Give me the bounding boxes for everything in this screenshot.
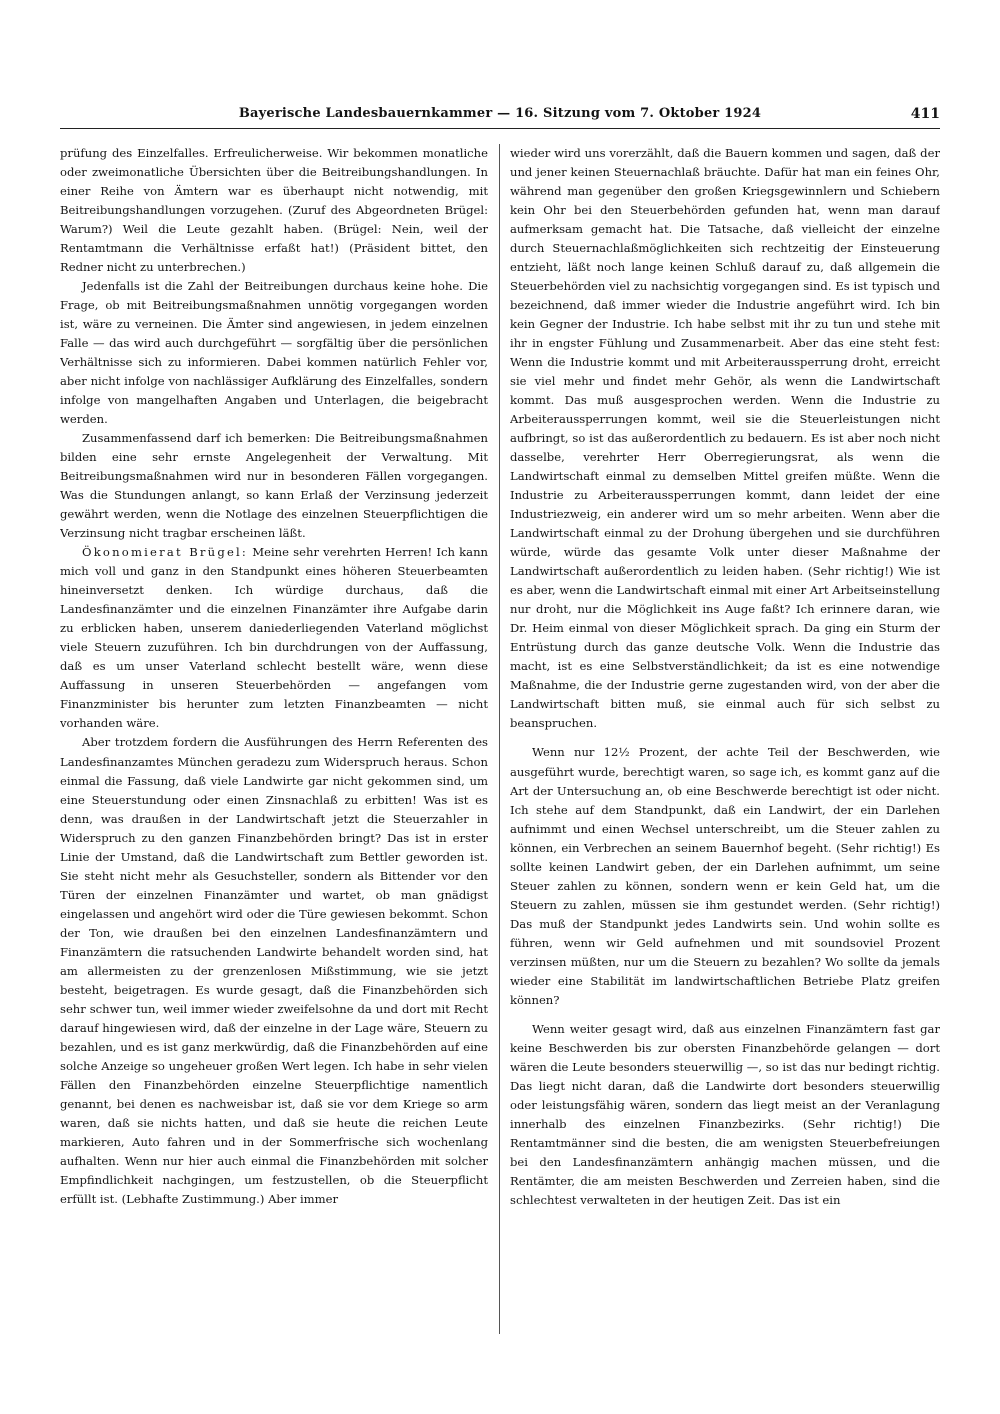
paragraph: wieder wird uns vorerzählt, daß die Bauern kommen und sagen, daß der und jener keinen Steuernachlaß bräuchte. Dafür hat man ein feines Ohr, während man gegenüber den großen Kriegsgewinnlern und Schiebern kein Ohr bei den Steuerbehörden gefunden hat, wenn man darauf aufmerksam gemacht hat. Die Tatsache, daß vielleicht der einzelne durch Steuernachlaßmöglichkeiten sich rechtzeitig der Einsteuerung entzieht, läßt noch lange keinen Schluß darauf zu, daß allgemein die Steuerbehörden viel zu nachsichtig vorgegangen sind. Es ist typisch und bezeichnend, daß immer wieder die Industrie angeführt wird. Ich bin kein Gegner der Industrie. Ich habe selbst mit ihr zu tun und stehe mit ihr in engster Fühlung und Zusammenarbeit. Aber das eine steht fest: Wenn die Industrie kommt und mit Arbeiteraussperrung droht, erreicht sie viel mehr und findet mehr Gehör, als wenn die Landwirtschaft kommt. Das muß ausgesprochen werden. Wenn die Industrie zu Arbeiteraussperrungen kommt, weil sie die Steuerleistungen nicht aufbringt, so ist das außerordentlich zu bedauern. Es ist aber noch nicht dasselbe, verehrter Herr Oberregierungsrat, als wenn die Landwirtschaft einmal zu demselben Mittel greifen müßte. Wenn die Industrie zu Arbeiteraussperrungen kommt, dann leidet der eine Industriezweig, ein anderer wird um so mehr arbeiten. Wenn aber die Landwirtschaft einmal zu der Drohung übergehen und sie durchführen würde, würde das gesamte Volk unter dieser Maßnahme der Landwirtschaft außerordentlich zu leiden haben. (Sehr richtig!) Wie ist es aber, wenn die Landwirtschaft einmal mit einer Art Arbeitseinstellung nur droht, nur die Möglichkeit ins Auge faßt? Ich erinnere daran, wie Dr. Heim einmal von dieser Möglichkeit sprach. Da ging ein Sturm der Entrüstung durch das ganze deutsche Volk. Wenn die Industrie das macht, ist es eine Selbstverständlichkeit; da ist es eine notwendige Maßnahme, die der Industrie gerne zugestanden wird, von der aber die Landwirtschaft bitten muß, sie einmal auch für sich selbst zu beanspruchen. bbox=[510, 146, 940, 731]
paragraph: Wenn weiter gesagt wird, daß aus einzelnen Finanzämtern fast gar keine Beschwerden bis zur obersten Finanzbehörde gelangen — dort wären die Leute besonders steuerwillig —, so ist das nur bedingt richtig. Das liegt nicht daran, daß die Landwirte dort besonders steuerwillig oder leistungsfähig wären, sondern das liegt meist an der Veranlagung innerhalb des einzelnen Finanzbezirks. (Sehr richtig!) Die Rentamtmänner sind die besten, die am wenigsten Steuerbefreiungen bei den Landesfinanzämtern anhängig machen müssen, und die Rentämter, die am meisten Beschwerden und Zerreien haben, sind die schlechtest verwalteten in der heutigen Zeit. Das ist ein bbox=[510, 1021, 940, 1207]
paragraph: Aber trotzdem fordern die Ausführungen des Herrn Referenten des Landesfinanzamtes München geradezu zum Widerspruch heraus. Schon einmal die Fassung, daß viele Landwirte gar nicht gekommen sind, um eine Steuerstundung oder einen Zinsnachlaß zu erbitten! Was ist es denn, was draußen in der Landwirtschaft jetzt die Steuerzahler in Widerspruch zu den ganzen Finanzbehörden bringt? Das ist in erster Linie der Umstand, daß die Landwirtschaft zum Bettler geworden ist. Sie steht nicht mehr als Gesuchsteller, sondern als Bittender vor den Türen der einzelnen Finanzämter und wartet, ob man gnädigst eingelassen und angehört wird oder die Türe gewiesen bekommt. Schon der Ton, wie draußen bei den einzelnen Landesfinanzämtern und Finanzämtern die ratsuchenden Landwirte behandelt worden sind, hat am allermeisten zu der grenzenlosen Mißstimmung, wie sie jetzt besteht, beigetragen. Es wurde gesagt, daß die Finanzbehörden sich sehr schwer tun, weil immer wieder zweifelsohne da und dort mit Recht darauf hingewiesen wird, daß der einzelne in der Lage wäre, Steuern zu bezahlen, und es ist ganz merkwürdig, daß die Finanzbehörden auf eine solche Anzeige so ungeheuer großen Wert legen. Ich habe in sehr vielen Fällen den Finanzbehörden einzelne Steuerpflichtige namentlich genannt, bei denen es nachweisbar ist, daß sie vor dem Kriege so arm waren, daß sie nichts hatten, und daß sie heute die reichen Leute markieren, Auto fahren und in der Sommerfrische sich wochenlang aufhalten. Wenn nur hier auch einmal die Finanzbehörden mit solcher Empfindlichkeit nachgingen, um festzustellen, ob die Steuerpflicht erfüllt ist. (Lebhafte Zustimmung.) Aber immer bbox=[60, 735, 488, 1206]
left-column bbox=[60, 144, 488, 1334]
speaker-paragraph bbox=[60, 543, 488, 733]
right-column bbox=[510, 144, 940, 1334]
paragraph: Wenn nur 12½ Prozent, der achte Teil der Beschwerden, wie ausgeführt wurde, berechtigt waren, so sage ich, es kommt ganz auf die Art der Untersuchung an, ob eine Beschwerde berechtigt ist oder nicht. Ich stehe auf dem Standpunkt, daß ein Landwirt, der ein Darlehen aufnimmt und einen Wechsel unterschreibt, um die Steuer zahlen zu können, ein Verbrechen an seinem Bauernhof begeht. (Sehr richtig!) Es sollte keinen Landwirt geben, der ein Darlehen aufnimmt, um seine Steuer zahlen zu können, sondern wenn er kein Geld hat, um die Steuern zu zahlen, müssen sie ihm gestundet werden. (Sehr richtig!) Das muß der Standpunkt jedes Landwirts sein. Und wohin sollte es führen, wenn wir Geld aufnehmen und mit soundsoviel Prozent verzinsen müßten, nur um die Steuern zu bezahlen? Wo sollte da jemals wieder eine Stabilität im landwirtschaftlichen Betriebe Platz greifen können? bbox=[510, 745, 940, 1007]
running-header bbox=[60, 104, 940, 129]
paragraph: Zusammenfassend darf ich bemerken: Die Beitreibungsmaßnahmen bilden eine sehr ernste Angelegenheit der Verwaltung. Mit Beitreibungsmaßnahmen wird nur in besonderen Fällen vorgegangen. Was die Stundungen anlangt, so kann Erlaß der Verzinsung jederzeit gewährt werden, wenn die Notlage des einzelnen Steuerpflichtigen die Verzinsung nicht tragbar erscheinen läßt. bbox=[60, 431, 488, 541]
page-number: 411 bbox=[910, 106, 940, 122]
paragraph: Jedenfalls ist die Zahl der Beitreibungen durchaus keine hohe. Die Frage, ob mit Beitreibungsmaßnahmen unnötig vorgegangen worden ist, wäre zu verneinen. Die Ämter sind angewiesen, in jedem einzelnen Falle — das wird auch durchgeführt — sorgfältig über die persönlichen Verhältnisse sich zu informieren. Dabei kommen natürlich Fehler vor, aber nicht infolge von nachlässiger Aufklärung des Einzelfalles, sondern infolge von mangelhaften Angaben und Unterlagen, die beigebracht werden. bbox=[60, 279, 488, 427]
column-divider bbox=[499, 144, 500, 1334]
paragraph: prüfung des Einzelfalles. Erfreulicherweise. Wir bekommen monatliche oder zweimonatliche Übersichten über die Beitreibungshandlungen. In einer Reihe von Ämtern war es überhaupt nicht notwendig, mit Beitreibungshandlungen vorzugehen. (Zuruf des Abgeordneten Brügel: Warum?) Weil die Leute gezahlt haben. (Brügel: Nein, weil der Rentamtmann die Verhältnisse erfaßt hat!) (Präsident bittet, den Redner nicht zu unterbrechen.) bbox=[60, 146, 488, 275]
speaker-name: Ökonomierat Brügel: bbox=[82, 545, 249, 560]
speaker-text: Meine sehr verehrten Herren! Ich kann mich voll und ganz in den Standpunkt eines höheren Steuerbeamten hineinversetzt denken. Ich würdige durchaus, daß die Landesfinanzämter und die einzelnen Finanzämter ihre Aufgabe darin zu erblicken haben, unserem daniederliegenden Vaterland möglichst viele Steuern zuzuführen. Ich bin durchdrungen von der Auffassung, daß es um unser Vaterland schlecht bestellt wäre, wenn diese Auffassung in unseren Steuerbehörden — angefangen vom Finanzminister bis herunter zum letzten Finanzbeamten — nicht vorhanden wäre. bbox=[60, 545, 488, 731]
header-title: Bayerische Landesbauernkammer — 16. Sitzung vom 7. Oktober 1924 bbox=[238, 106, 762, 121]
